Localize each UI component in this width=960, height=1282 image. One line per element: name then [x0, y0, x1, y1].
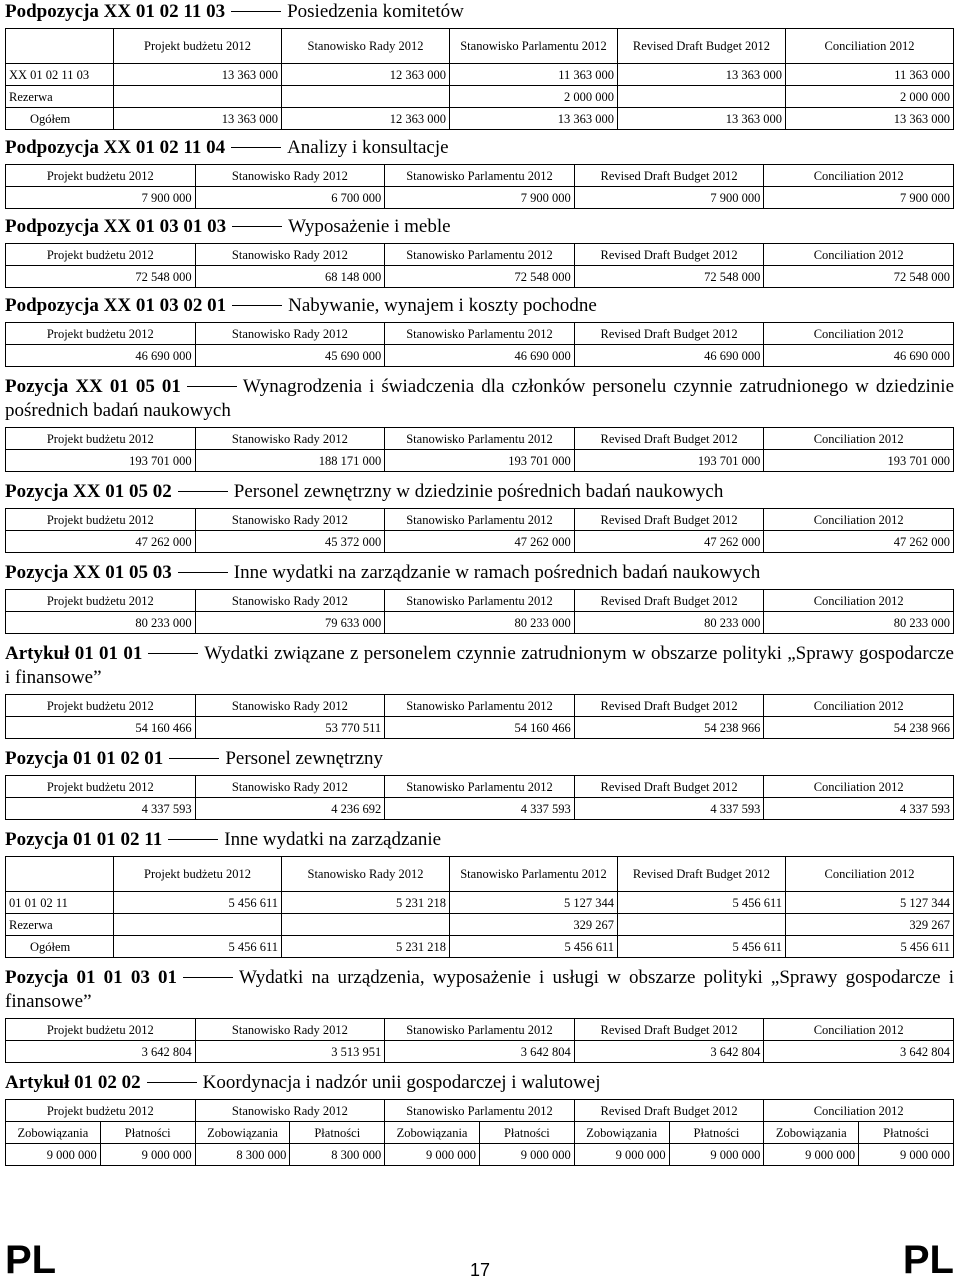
budget-table: [5, 28, 954, 130]
value-cell: 9 000 000: [669, 1144, 764, 1166]
subheader-payments: Płatności: [479, 1122, 574, 1144]
table-row: [6, 936, 954, 958]
value-cell: 45 690 000: [195, 345, 385, 367]
value-cell: 7 900 000: [764, 187, 954, 209]
table-row: [6, 531, 954, 553]
value-cell: 3 513 951: [195, 1041, 385, 1063]
budget-table: [5, 508, 954, 553]
value-cell: 79 633 000: [195, 612, 385, 634]
header-cell: Revised Draft Budget 2012: [574, 1100, 764, 1122]
section-heading: [5, 215, 954, 239]
value-cell: 5 127 344: [450, 892, 618, 914]
value-cell: 72 548 000: [385, 266, 575, 288]
value-cell: [114, 914, 282, 936]
value-cell: 46 690 000: [385, 345, 575, 367]
value-cell: 9 000 000: [574, 1144, 669, 1166]
header-cell: Revised Draft Budget 2012: [574, 776, 764, 798]
header-cell: Stanowisko Rady 2012: [195, 776, 385, 798]
header-cell: Conciliation 2012: [786, 29, 954, 64]
language-code-left: PL: [5, 1238, 57, 1282]
header-cell: Conciliation 2012: [764, 695, 954, 717]
header-cell: Conciliation 2012: [764, 1100, 954, 1122]
header-cell: Projekt budżetu 2012: [6, 509, 196, 531]
header-cell: Conciliation 2012: [764, 590, 954, 612]
subheader-commitments: Zobowiązania: [6, 1122, 101, 1144]
value-cell: 54 160 466: [6, 717, 196, 739]
subheader-commitments: Zobowiązania: [764, 1122, 859, 1144]
dash-separator: [232, 226, 282, 227]
value-cell: 9 000 000: [100, 1144, 195, 1166]
header-cell: Conciliation 2012: [764, 509, 954, 531]
section-code: Artykuł 01 02 02: [5, 1072, 141, 1093]
section-heading: [5, 642, 954, 690]
header-cell: Stanowisko Parlamentu 2012: [385, 244, 575, 266]
header-cell: Projekt budżetu 2012: [114, 29, 282, 64]
table-row: [6, 450, 954, 472]
subheader-payments: Płatności: [100, 1122, 195, 1144]
subheader-commitments: Zobowiązania: [385, 1122, 480, 1144]
header-cell: Stanowisko Parlamentu 2012: [385, 1019, 575, 1041]
header-cell: Revised Draft Budget 2012: [574, 695, 764, 717]
row-label: 01 01 02 11: [6, 892, 114, 914]
value-cell: 12 363 000: [282, 108, 450, 130]
table-row: [6, 798, 954, 820]
section-heading: [5, 0, 954, 24]
table-row: [6, 345, 954, 367]
value-cell: 46 690 000: [574, 345, 764, 367]
dash-separator: [232, 305, 282, 306]
table-row: [6, 266, 954, 288]
value-cell: 47 262 000: [764, 531, 954, 553]
empty-header-cell: [6, 29, 114, 64]
dash-separator: [231, 147, 281, 148]
value-cell: 12 363 000: [282, 64, 450, 86]
budget-table: [5, 164, 954, 209]
header-cell: Stanowisko Parlamentu 2012: [385, 776, 575, 798]
dash-separator: [148, 653, 198, 654]
header-cell: Revised Draft Budget 2012: [574, 165, 764, 187]
value-cell: 6 700 000: [195, 187, 385, 209]
value-cell: 193 701 000: [574, 450, 764, 472]
table-header-row: [6, 165, 954, 187]
header-cell: Stanowisko Parlamentu 2012: [450, 29, 618, 64]
value-cell: 54 238 966: [574, 717, 764, 739]
value-cell: 13 363 000: [450, 108, 618, 130]
table-header-row: [6, 1100, 954, 1122]
table-header-row: [6, 695, 954, 717]
section-title: Koordynacja i nadzór unii gospodarczej i walutowej: [202, 1072, 601, 1093]
value-cell: 3 642 804: [764, 1041, 954, 1063]
value-cell: 9 000 000: [6, 1144, 101, 1166]
budget-table: [5, 589, 954, 634]
header-cell: Stanowisko Parlamentu 2012: [385, 323, 575, 345]
page-number: 17: [469, 1260, 491, 1280]
table-header-row: [6, 590, 954, 612]
header-cell: Stanowisko Parlamentu 2012: [450, 857, 618, 892]
section-code: Pozycja XX 01 05 01: [5, 376, 181, 397]
header-cell: Stanowisko Rady 2012: [195, 590, 385, 612]
section-title: Personel zewnętrzny w dziedzinie pośrednich badań naukowych: [233, 481, 724, 502]
section-title: Inne wydatki na zarządzanie w ramach pośrednich badań naukowych: [233, 562, 761, 583]
section-code: Artykuł 01 01 01: [5, 643, 143, 664]
value-cell: 72 548 000: [764, 266, 954, 288]
language-code-right: PL: [902, 1238, 954, 1282]
value-cell: 329 267: [786, 914, 954, 936]
document: [5, 0, 954, 1166]
value-cell: 68 148 000: [195, 266, 385, 288]
table-header-row: [6, 857, 954, 892]
table-row: [6, 64, 954, 86]
table-row: [6, 612, 954, 634]
value-cell: 5 456 611: [618, 936, 786, 958]
budget-table: [5, 243, 954, 288]
header-cell: Revised Draft Budget 2012: [574, 509, 764, 531]
row-label: XX 01 02 11 03: [6, 64, 114, 86]
table-header-row: [6, 428, 954, 450]
value-cell: 5 456 611: [114, 936, 282, 958]
budget-table: [5, 427, 954, 472]
budget-table: [5, 1018, 954, 1063]
header-cell: Stanowisko Rady 2012: [195, 695, 385, 717]
header-cell: Conciliation 2012: [764, 776, 954, 798]
header-cell: Stanowisko Rady 2012: [195, 323, 385, 345]
value-cell: 47 262 000: [6, 531, 196, 553]
header-cell: Revised Draft Budget 2012: [574, 244, 764, 266]
header-cell: Projekt budżetu 2012: [6, 695, 196, 717]
value-cell: 8 300 000: [195, 1144, 290, 1166]
value-cell: 5 231 218: [282, 892, 450, 914]
section-title: Personel zewnętrzny: [225, 748, 384, 769]
section-title: Wyposażenie i meble: [288, 216, 451, 237]
dash-separator: [187, 386, 237, 387]
header-cell: Conciliation 2012: [764, 323, 954, 345]
header-cell: Projekt budżetu 2012: [6, 428, 196, 450]
value-cell: 2 000 000: [786, 86, 954, 108]
value-cell: 47 262 000: [385, 531, 575, 553]
table-header-row: [6, 509, 954, 531]
section-heading: [5, 294, 954, 318]
value-cell: 54 238 966: [764, 717, 954, 739]
value-cell: [114, 86, 282, 108]
table-row: [6, 86, 954, 108]
header-cell: Stanowisko Rady 2012: [195, 1019, 385, 1041]
table-row: [6, 892, 954, 914]
section-title: Wydatki na urządzenia, wyposażenie i usługi w obszarze polityki „Sprawy gospodarcze i finansowe”: [5, 967, 954, 1012]
row-label: Rezerwa: [6, 86, 114, 108]
row-label: Ogółem: [6, 936, 114, 958]
value-cell: 47 262 000: [574, 531, 764, 553]
section-code: Podpozycja XX 01 02 11 03: [5, 1, 226, 22]
value-cell: 4 337 593: [385, 798, 575, 820]
value-cell: 80 233 000: [6, 612, 196, 634]
value-cell: 53 770 511: [195, 717, 385, 739]
value-cell: 7 900 000: [6, 187, 196, 209]
value-cell: 4 337 593: [6, 798, 196, 820]
budget-table: [5, 322, 954, 367]
value-cell: 46 690 000: [6, 345, 196, 367]
table-header-row: [6, 323, 954, 345]
header-cell: Projekt budżetu 2012: [114, 857, 282, 892]
header-cell: Stanowisko Rady 2012: [282, 29, 450, 64]
header-cell: Stanowisko Rady 2012: [195, 1100, 385, 1122]
header-cell: Stanowisko Parlamentu 2012: [385, 695, 575, 717]
value-cell: 4 236 692: [195, 798, 385, 820]
header-cell: Conciliation 2012: [764, 428, 954, 450]
value-cell: 3 642 804: [385, 1041, 575, 1063]
section-title: Nabywanie, wynajem i koszty pochodne: [288, 295, 597, 316]
value-cell: 13 363 000: [618, 108, 786, 130]
header-cell: Revised Draft Budget 2012: [574, 323, 764, 345]
value-cell: 80 233 000: [764, 612, 954, 634]
value-cell: 5 127 344: [786, 892, 954, 914]
value-cell: [282, 86, 450, 108]
subheader-payments: Płatności: [290, 1122, 385, 1144]
section-code: Podpozycja XX 01 03 02 01: [5, 295, 227, 316]
header-cell: Projekt budżetu 2012: [6, 165, 196, 187]
value-cell: [282, 914, 450, 936]
value-cell: 188 171 000: [195, 450, 385, 472]
section-title: Inne wydatki na zarządzanie: [224, 829, 442, 850]
value-cell: 13 363 000: [114, 64, 282, 86]
header-cell: Conciliation 2012: [764, 1019, 954, 1041]
value-cell: [618, 86, 786, 108]
header-cell: Projekt budżetu 2012: [6, 323, 196, 345]
header-cell: Revised Draft Budget 2012: [618, 29, 786, 64]
header-cell: Stanowisko Rady 2012: [282, 857, 450, 892]
section-code: Podpozycja XX 01 02 11 04: [5, 137, 226, 158]
header-cell: Stanowisko Rady 2012: [195, 165, 385, 187]
table-row: [6, 717, 954, 739]
table-header-row: [6, 1019, 954, 1041]
header-cell: Stanowisko Parlamentu 2012: [385, 165, 575, 187]
header-cell: Conciliation 2012: [786, 857, 954, 892]
value-cell: 193 701 000: [385, 450, 575, 472]
value-cell: 46 690 000: [764, 345, 954, 367]
section-code: Pozycja 01 01 03 01: [5, 967, 177, 988]
value-cell: 9 000 000: [479, 1144, 574, 1166]
section-code: Pozycja 01 01 02 11: [5, 829, 163, 850]
value-cell: 13 363 000: [114, 108, 282, 130]
header-cell: Stanowisko Rady 2012: [195, 244, 385, 266]
dash-separator: [183, 977, 233, 978]
value-cell: 72 548 000: [6, 266, 196, 288]
value-cell: 72 548 000: [574, 266, 764, 288]
subheader-commitments: Zobowiązania: [574, 1122, 669, 1144]
dash-separator: [147, 1082, 197, 1083]
header-cell: Revised Draft Budget 2012: [574, 428, 764, 450]
table-header-row: [6, 244, 954, 266]
section-code: Podpozycja XX 01 03 01 03: [5, 216, 227, 237]
section-code: Pozycja XX 01 05 02: [5, 481, 172, 502]
value-cell: 193 701 000: [6, 450, 196, 472]
value-cell: 13 363 000: [618, 64, 786, 86]
table-row: [6, 914, 954, 936]
header-cell: Conciliation 2012: [764, 244, 954, 266]
value-cell: 5 456 611: [450, 936, 618, 958]
row-label: Ogółem: [6, 108, 114, 130]
value-cell: 11 363 000: [450, 64, 618, 86]
value-cell: 13 363 000: [786, 108, 954, 130]
section-heading: [5, 561, 954, 585]
dash-separator: [168, 839, 218, 840]
table-subheader-row: [6, 1122, 954, 1144]
value-cell: [618, 914, 786, 936]
table-header-row: [6, 776, 954, 798]
header-cell: Stanowisko Parlamentu 2012: [385, 1100, 575, 1122]
header-cell: Projekt budżetu 2012: [6, 244, 196, 266]
section-code: Pozycja XX 01 05 03: [5, 562, 172, 583]
value-cell: 54 160 466: [385, 717, 575, 739]
value-cell: 3 642 804: [6, 1041, 196, 1063]
value-cell: 7 900 000: [574, 187, 764, 209]
dash-separator: [178, 572, 228, 573]
value-cell: 193 701 000: [764, 450, 954, 472]
section-code: Pozycja 01 01 02 01: [5, 748, 164, 769]
value-cell: 329 267: [450, 914, 618, 936]
section-heading: [5, 480, 954, 504]
value-cell: 4 337 593: [764, 798, 954, 820]
page-footer: [0, 1232, 960, 1282]
empty-header-cell: [6, 857, 114, 892]
table-row: [6, 108, 954, 130]
value-cell: 4 337 593: [574, 798, 764, 820]
section-heading: [5, 136, 954, 160]
budget-table: [5, 694, 954, 739]
row-label: Rezerwa: [6, 914, 114, 936]
value-cell: 80 233 000: [574, 612, 764, 634]
header-cell: Stanowisko Rady 2012: [195, 428, 385, 450]
header-cell: Projekt budżetu 2012: [6, 1019, 196, 1041]
section-heading: [5, 375, 954, 423]
value-cell: 9 000 000: [859, 1144, 954, 1166]
value-cell: 80 233 000: [385, 612, 575, 634]
table-row: [6, 1144, 954, 1166]
value-cell: 7 900 000: [385, 187, 575, 209]
table-row: [6, 187, 954, 209]
table-row: [6, 1041, 954, 1063]
section-title: Analizy i konsultacje: [287, 137, 449, 158]
dash-separator: [169, 758, 219, 759]
header-cell: Revised Draft Budget 2012: [574, 590, 764, 612]
section-title: Wynagrodzenia i świadczenia dla członków personelu czynnie zatrudnionego w dziedzinie pośrednich badań naukowych: [5, 376, 954, 421]
section-heading: [5, 966, 954, 1014]
header-cell: Projekt budżetu 2012: [6, 590, 196, 612]
value-cell: 9 000 000: [764, 1144, 859, 1166]
header-cell: Stanowisko Rady 2012: [195, 509, 385, 531]
budget-table: [5, 775, 954, 820]
section-title: Wydatki związane z personelem czynnie zatrudnionym w obszarze polityki „Sprawy gospodarcze i finansowe”: [5, 643, 954, 688]
value-cell: 5 456 611: [114, 892, 282, 914]
header-cell: Stanowisko Parlamentu 2012: [385, 509, 575, 531]
header-cell: Revised Draft Budget 2012: [574, 1019, 764, 1041]
table-header-row: [6, 29, 954, 64]
header-cell: Stanowisko Parlamentu 2012: [385, 428, 575, 450]
section-heading: [5, 828, 954, 852]
section-title: Posiedzenia komitetów: [287, 1, 464, 22]
header-cell: Projekt budżetu 2012: [6, 1100, 196, 1122]
value-cell: 5 231 218: [282, 936, 450, 958]
budget-table: [5, 856, 954, 958]
header-cell: Projekt budżetu 2012: [6, 776, 196, 798]
value-cell: 5 456 611: [618, 892, 786, 914]
subheader-payments: Płatności: [859, 1122, 954, 1144]
header-cell: Revised Draft Budget 2012: [618, 857, 786, 892]
value-cell: 8 300 000: [290, 1144, 385, 1166]
header-cell: Conciliation 2012: [764, 165, 954, 187]
section-heading: [5, 1071, 954, 1095]
subheader-payments: Płatności: [669, 1122, 764, 1144]
value-cell: 45 372 000: [195, 531, 385, 553]
value-cell: 2 000 000: [450, 86, 618, 108]
dash-separator: [231, 11, 281, 12]
subheader-commitments: Zobowiązania: [195, 1122, 290, 1144]
value-cell: 11 363 000: [786, 64, 954, 86]
value-cell: 9 000 000: [385, 1144, 480, 1166]
section-heading: [5, 747, 954, 771]
budget-table: [5, 1099, 954, 1166]
dash-separator: [178, 491, 228, 492]
value-cell: 5 456 611: [786, 936, 954, 958]
value-cell: 3 642 804: [574, 1041, 764, 1063]
header-cell: Stanowisko Parlamentu 2012: [385, 590, 575, 612]
